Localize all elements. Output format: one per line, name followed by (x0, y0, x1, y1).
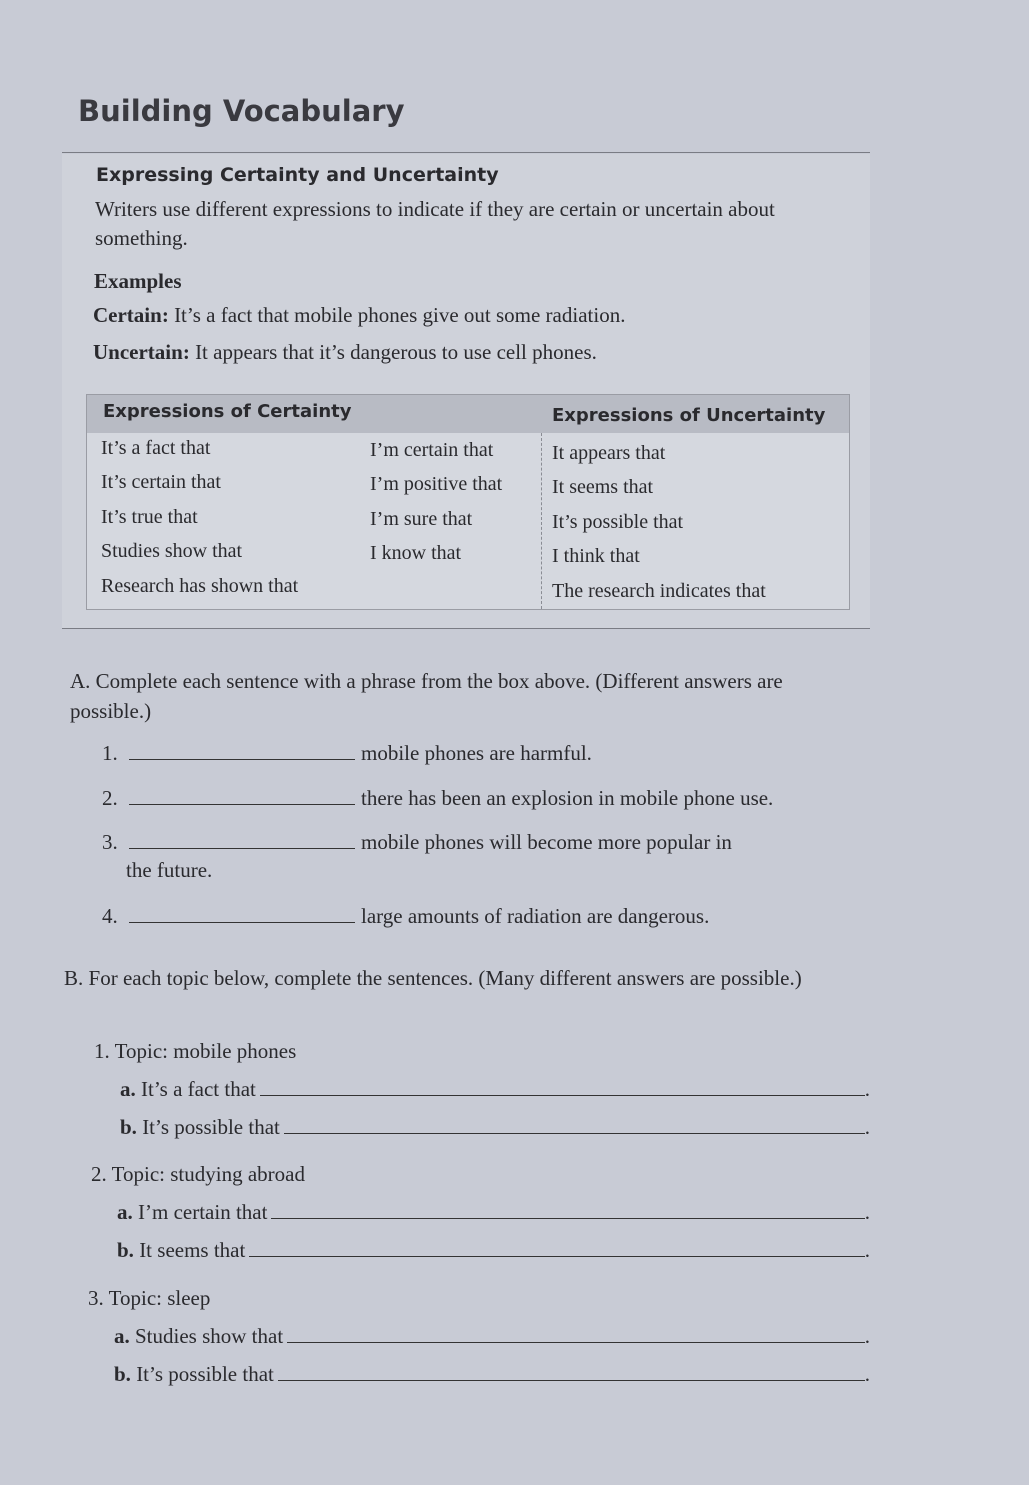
item-number: 1. (102, 741, 118, 765)
topic-text: Topic: mobile phones (114, 1039, 297, 1063)
table-cell: I’m positive that (370, 473, 503, 495)
item-text: large amounts of radiation are dangerous. (361, 904, 710, 928)
item-continuation: the future. (126, 858, 213, 882)
part-b-label: B. (64, 966, 84, 990)
item-number: 3. (102, 830, 118, 854)
topic-text: Topic: sleep (108, 1286, 211, 1310)
column-divider (541, 433, 542, 609)
table-cell: Research has shown that (101, 575, 299, 597)
item-letter: a. (117, 1200, 133, 1224)
expressions-table (86, 394, 850, 610)
box-heading: Expressing Certainty and Uncertainty (96, 164, 499, 186)
topic-heading (94, 1039, 296, 1064)
table-cell: It’s certain that (101, 471, 221, 493)
topic-heading (91, 1162, 305, 1187)
item-letter: a. (114, 1324, 130, 1348)
exercise-b-item: b. It seems that . (117, 1238, 870, 1262)
exercise-a-item (102, 786, 773, 811)
table-cell: It’s a fact that (101, 437, 211, 459)
table-cell: It seems that (552, 476, 654, 498)
item-text: It’s possible that (136, 1362, 274, 1386)
item-text: Studies show that (135, 1324, 284, 1348)
exercise-b-item: a. I’m certain that . (117, 1200, 870, 1224)
exercise-b-item: a. Studies show that . (114, 1324, 870, 1348)
item-text: It’s possible that (142, 1115, 280, 1139)
item-letter: b. (120, 1115, 137, 1139)
answer-blank[interactable] (129, 759, 355, 760)
divider-bottom (62, 628, 870, 629)
example-label: Certain: (93, 303, 169, 327)
topic-text: Topic: studying abroad (111, 1162, 305, 1186)
answer-blank[interactable] (249, 1256, 864, 1257)
header-certainty: Expressions of Certainty (103, 401, 352, 422)
instruction-text: Complete each sentence with a phrase from the box above. (Different answers are possible.) (70, 669, 783, 723)
table-cell: It’s true that (101, 506, 198, 528)
instruction-text: For each topic below, complete the sentences. (Many different answers are possible.) (88, 966, 802, 990)
item-letter: b. (117, 1238, 134, 1262)
table-cell: Studies show that (101, 540, 243, 562)
table-cell: I think that (552, 545, 640, 567)
answer-blank[interactable] (129, 804, 355, 805)
exercise-a-item (102, 830, 732, 855)
answer-blank[interactable] (260, 1095, 865, 1096)
answer-blank[interactable] (284, 1133, 865, 1134)
item-text: there has been an explosion in mobile phone use. (361, 786, 774, 810)
topic-number: 2. (91, 1162, 107, 1186)
example-text: It’s a fact that mobile phones give out some radiation. (174, 303, 626, 327)
topic-number: 1. (94, 1039, 110, 1063)
exercise-b-item: a. It’s a fact that . (120, 1077, 870, 1101)
table-cell: It appears that (552, 442, 666, 464)
item-text: I’m certain that (138, 1200, 268, 1224)
item-text: It’s a fact that (141, 1077, 256, 1101)
exercise-a-item (102, 741, 592, 766)
answer-blank[interactable] (129, 848, 355, 849)
example-label: Uncertain: (93, 340, 190, 364)
exercise-a-item (102, 904, 709, 929)
answer-blank[interactable] (278, 1380, 865, 1381)
item-number: 2. (102, 786, 118, 810)
examples-heading: Examples (94, 269, 182, 293)
item-text: mobile phones will become more popular in (361, 830, 732, 854)
example-certain (93, 303, 625, 328)
divider-top (62, 152, 870, 153)
answer-blank[interactable] (287, 1342, 865, 1343)
table-cell: The research indicates that (552, 580, 766, 602)
topic-number: 3. (88, 1286, 104, 1310)
example-uncertain (93, 340, 597, 365)
item-number: 4. (102, 904, 118, 928)
part-b-instruction (64, 963, 834, 993)
header-uncertainty: Expressions of Uncertainty (552, 405, 826, 426)
item-text: It seems that (139, 1238, 246, 1262)
table-cell: I know that (370, 542, 462, 564)
part-a-label: A. (70, 669, 91, 693)
item-letter: a. (120, 1077, 136, 1101)
item-text: mobile phones are harmful. (361, 741, 592, 765)
item-letter: b. (114, 1362, 131, 1386)
exercise-b-item: b. It’s possible that . (120, 1115, 870, 1139)
table-cell: I’m certain that (370, 439, 494, 461)
page-title: Building Vocabulary (78, 94, 405, 128)
exercise-b-item: b. It’s possible that . (114, 1362, 870, 1386)
table-cell: I’m sure that (370, 508, 473, 530)
box-description: Writers use different expressions to indicate if they are certain or uncertain about something. (95, 197, 775, 250)
topic-heading (88, 1286, 210, 1311)
answer-blank[interactable] (129, 922, 355, 923)
answer-blank[interactable] (271, 1218, 864, 1219)
part-a-instruction (70, 666, 830, 726)
table-cell: It’s possible that (552, 511, 684, 533)
example-text: It appears that it’s dangerous to use cell phones. (195, 340, 597, 364)
